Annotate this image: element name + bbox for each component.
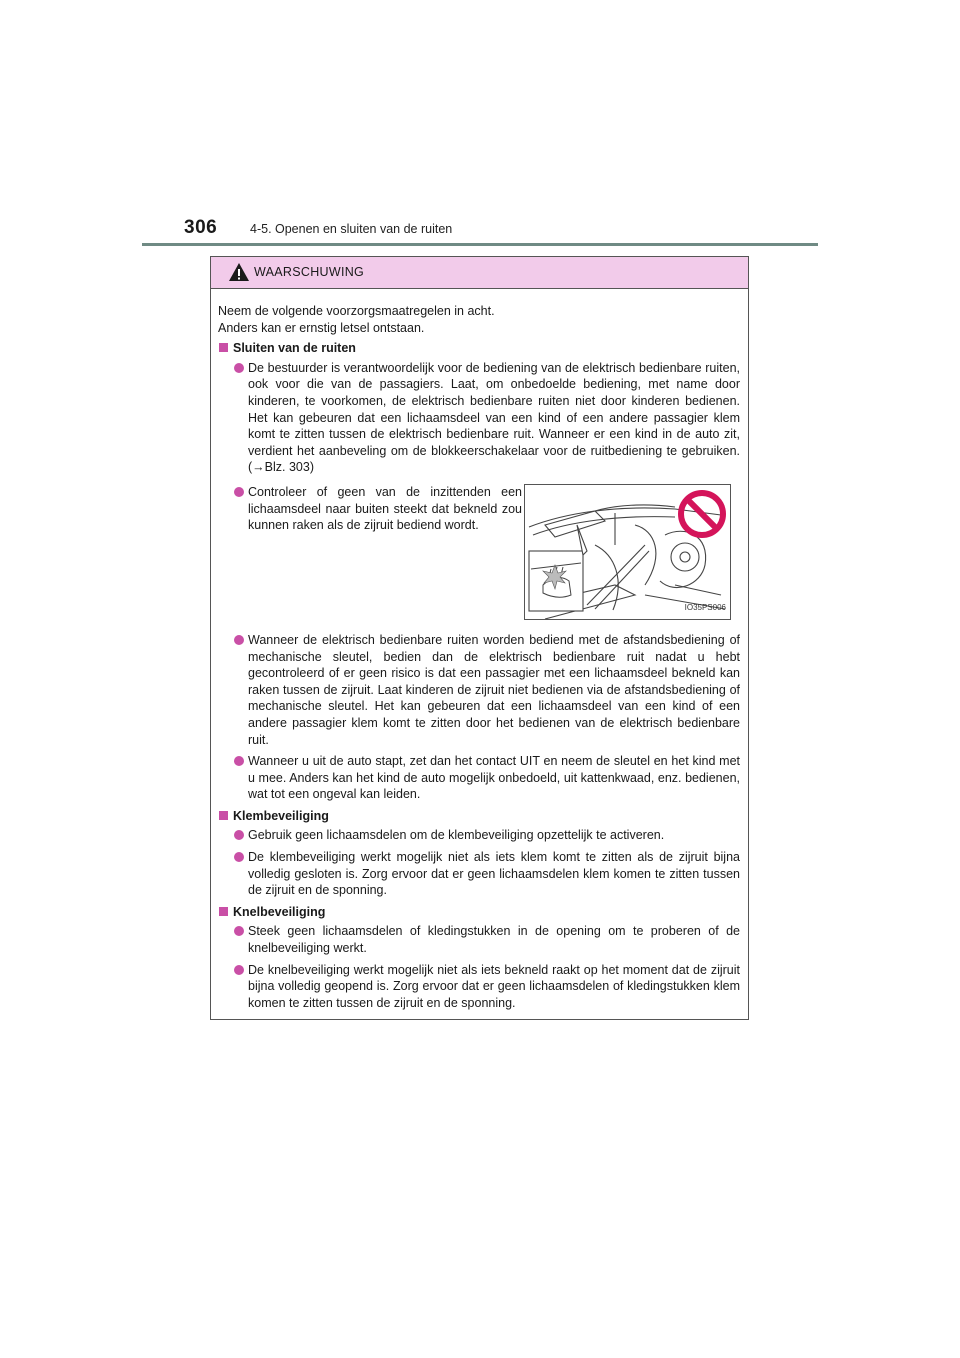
page-number: 306 xyxy=(184,217,218,238)
section-heading xyxy=(218,340,740,357)
section-heading-text: Sluiten van de ruiten xyxy=(233,341,356,356)
intro-line: Neem de volgende voorzorgsmaatregelen in acht. xyxy=(218,304,495,318)
section-heading-text: Knelbeveiliging xyxy=(233,904,326,919)
list-item xyxy=(218,962,740,1012)
round-bullet-icon xyxy=(234,487,244,497)
warning-box xyxy=(210,256,749,1020)
warning-intro xyxy=(218,303,740,336)
list-item-text: De klembeveiliging werkt mogelijk niet als iets klem komt te zitten als de zijruit bijna volledig gesloten is. Zorg ervoor dat er geen lichaamsdelen klem komen te zitten tussen de zijruit en de sponning. xyxy=(248,850,740,898)
item-with-figure xyxy=(218,484,740,620)
list-item-text: De knelbeveiliging werkt mogelijk niet als iets bekneld raakt op het moment dat de zijruit bijna volledig geopend is. Zorg ervoor dat er geen lichaamsdelen of kledingstukken klem komen te zitten tussen de zijruit en de sponning. xyxy=(248,962,740,1010)
square-bullet-icon xyxy=(219,343,228,352)
section-heading-text: Klembeveiliging xyxy=(233,808,329,823)
list-item-text: De bestuurder is verantwoordelijk voor de bediening van de elektrisch bedienbare ruiten, ook voor die van de passagiers. Laat, om onbedoelde bediening, met name door kinderen, te voorkomen, de elektrisch bedienbare ruiten niet door kinderen bedienen. Het kan gebeuren dat een lichaamsdeel van een kind of een andere passagier klem komt te zitten tussen de elektrisch bedienbare ruit. Wanneer er een kind in de auto zit, verdient het aanbeveling om de blokkeerschakelaar voor de ruitbediening te gebruiken. (→Blz. 303) xyxy=(248,360,740,475)
list-item-text: Wanneer u uit de auto stapt, zet dan het contact UIT en neem de sleutel en het kind met u mee. Anders kan het kind de auto mogelijk onbedoeld, uit kattenkwaad, enz. bedienen, wat tot een ongeval kan leiden. xyxy=(248,754,740,802)
square-bullet-icon xyxy=(219,907,228,916)
list-item-text: Wanneer de elektrisch bedienbare ruiten worden bediend met de afstandsbediening of mechanische sleutel, bedien dan de elektrisch bedienbare ruit nadat u hebt gecontroleerd of er geen risico is dat een passagier met een lichaamsdeel bekneld kan raken tussen de zijruit. Laat kinderen de zijruit niet bedienen via de afstandsbediening of mechanische sleutel. Het kan gebeuren dat een lichaamsdeel van een kind of een andere passagier klem komt te zitten door het bedienen van de elektrisch bedienbare ruit. xyxy=(248,632,740,747)
round-bullet-icon xyxy=(234,965,244,975)
section-title: 4-5. Openen en sluiten van de ruiten xyxy=(250,222,453,236)
list-item-text: Steek geen lichaamsdelen of kledingstukken in de opening om te proberen of de knelbeveiliging werkt. xyxy=(248,924,740,956)
illustration-figure xyxy=(524,484,731,620)
section-heading xyxy=(218,808,740,825)
list-item xyxy=(218,827,740,844)
list-item xyxy=(218,360,740,476)
round-bullet-icon xyxy=(234,635,244,645)
warning-header xyxy=(211,257,748,289)
round-bullet-icon xyxy=(234,756,244,766)
list-item xyxy=(218,632,740,748)
list-item xyxy=(218,484,522,620)
prohibition-icon xyxy=(677,489,727,539)
square-bullet-icon xyxy=(219,811,228,820)
section-heading xyxy=(218,904,740,921)
warning-body xyxy=(211,289,748,1011)
intro-line: Anders kan er ernstig letsel ontstaan. xyxy=(218,320,425,335)
warning-triangle-icon xyxy=(228,262,250,282)
figure-code: IO35PS006 xyxy=(684,603,726,613)
round-bullet-icon xyxy=(234,926,244,936)
list-item xyxy=(218,923,740,956)
list-item-text: Gebruik geen lichaamsdelen om de klembeveiliging opzettelijk te activeren. xyxy=(248,828,665,843)
round-bullet-icon xyxy=(234,830,244,840)
list-item xyxy=(218,849,740,899)
header-rule xyxy=(142,243,818,246)
list-item-text: Controleer of geen van de inzittenden een lichaamsdeel naar buiten steekt dat bekneld zou kunnen raken als de zijruit bediend wordt. xyxy=(248,484,522,533)
list-item xyxy=(218,753,740,803)
round-bullet-icon xyxy=(234,852,244,862)
round-bullet-icon xyxy=(234,363,244,373)
warning-title: WAARSCHUWING xyxy=(254,265,365,279)
